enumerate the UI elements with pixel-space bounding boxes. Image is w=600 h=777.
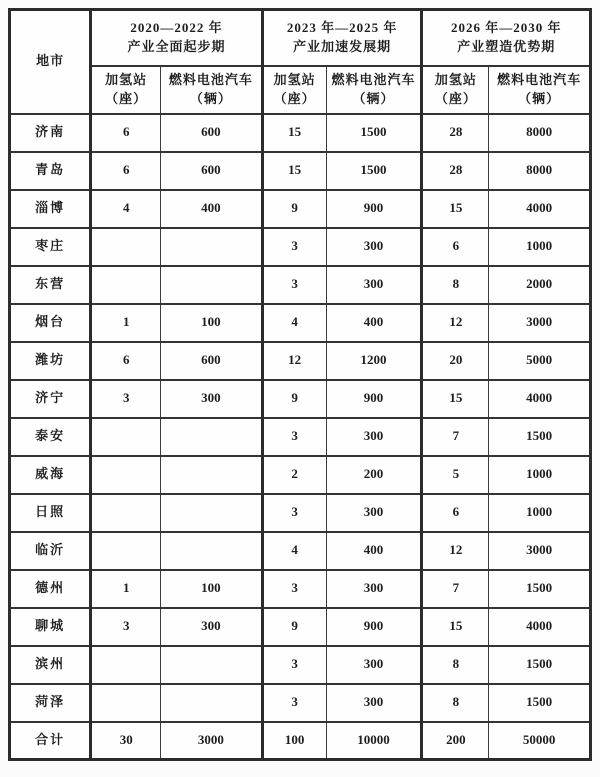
table-row [10,684,591,722]
station-value-cell: 15 [422,380,489,418]
station-value-cell [91,456,161,494]
station-value-cell [91,532,161,570]
station-value-cell [91,418,161,456]
vehicle-value-cell [161,494,263,532]
table-body [10,114,591,760]
table-row [10,266,591,304]
vehicle-value-cell: 400 [161,190,263,228]
vehicle-value-cell: 8000 [489,114,591,152]
vehicle-value-cell: 1500 [489,570,591,608]
vehicle-value-cell: 10000 [326,722,422,760]
vehicle-header-3 [489,66,591,114]
station-header-2 [262,66,326,114]
station-value-cell [91,646,161,684]
station-value-cell: 3 [262,684,326,722]
vehicle-value-cell: 300 [326,494,422,532]
table-row [10,342,591,380]
vehicle-value-cell: 300 [326,228,422,266]
vehicle-value-cell: 4000 [489,608,591,646]
station-value-cell: 8 [422,684,489,722]
station-value-cell: 3 [91,608,161,646]
table-row [10,114,591,152]
vehicle-value-cell: 1000 [489,456,591,494]
station-value-cell: 2 [262,456,326,494]
city-column-header: 地市 [10,10,91,114]
station-value-cell: 15 [262,114,326,152]
vehicle-value-cell: 300 [326,646,422,684]
city-cell: 泰安 [10,418,91,456]
vehicle-value-cell: 400 [326,532,422,570]
hydrogen-planning-table [8,8,592,761]
table-row [10,570,591,608]
station-unit: （座） [105,90,148,106]
table-row [10,418,591,456]
vehicle-value-cell [161,646,263,684]
vehicle-value-cell: 1500 [326,114,422,152]
vehicle-value-cell [161,456,263,494]
vehicle-value-cell: 1500 [326,152,422,190]
station-value-cell [91,266,161,304]
station-value-cell: 8 [422,266,489,304]
period-header-3 [422,10,591,66]
station-value-cell: 7 [422,570,489,608]
station-label: 加氢站 [105,71,148,87]
station-value-cell: 6 [91,114,161,152]
vehicle-value-cell: 900 [326,190,422,228]
vehicle-value-cell: 50000 [489,722,591,760]
city-cell: 东营 [10,266,91,304]
station-value-cell [91,228,161,266]
city-cell: 聊城 [10,608,91,646]
city-cell: 合计 [10,722,91,760]
station-value-cell [91,494,161,532]
station-label: 加氢站 [273,71,316,87]
table-row [10,190,591,228]
period-3-phase: 产业塑造优势期 [457,38,556,54]
vehicle-value-cell: 4000 [489,380,591,418]
station-value-cell: 1 [91,304,161,342]
table-row [10,380,591,418]
station-value-cell: 200 [422,722,489,760]
station-value-cell [91,684,161,722]
city-cell: 淄博 [10,190,91,228]
station-value-cell: 5 [422,456,489,494]
vehicle-value-cell: 100 [161,570,263,608]
station-value-cell: 9 [262,608,326,646]
vehicle-value-cell: 900 [326,608,422,646]
station-value-cell: 4 [262,532,326,570]
station-value-cell: 4 [91,190,161,228]
vehicle-value-cell: 300 [161,380,263,418]
vehicle-unit: （辆） [518,90,561,106]
vehicle-value-cell: 200 [326,456,422,494]
city-cell: 德州 [10,570,91,608]
vehicle-value-cell: 3000 [489,304,591,342]
station-value-cell: 3 [91,380,161,418]
metric-header-row [10,66,591,114]
vehicle-value-cell [161,684,263,722]
vehicle-value-cell: 3000 [489,532,591,570]
station-value-cell: 20 [422,342,489,380]
station-value-cell: 28 [422,114,489,152]
station-value-cell: 3 [262,228,326,266]
station-value-cell: 30 [91,722,161,760]
vehicle-value-cell: 300 [326,418,422,456]
vehicle-value-cell: 300 [326,570,422,608]
table-header [10,10,591,114]
station-value-cell: 100 [262,722,326,760]
station-value-cell: 3 [262,494,326,532]
table-row [10,304,591,342]
station-value-cell: 15 [422,608,489,646]
vehicle-unit: （辆） [189,90,232,106]
station-value-cell: 6 [422,228,489,266]
station-unit: （座） [273,90,316,106]
vehicle-label: 燃料电池汽车 [497,71,582,87]
vehicle-value-cell: 4000 [489,190,591,228]
table-row [10,456,591,494]
vehicle-value-cell: 1200 [326,342,422,380]
vehicle-value-cell: 8000 [489,152,591,190]
table-row [10,722,591,760]
period-header-row [10,10,591,66]
vehicle-value-cell: 1500 [489,418,591,456]
vehicle-value-cell: 5000 [489,342,591,380]
city-cell: 青岛 [10,152,91,190]
station-value-cell: 3 [262,418,326,456]
station-value-cell: 15 [422,190,489,228]
city-cell: 枣庄 [10,228,91,266]
station-value-cell: 28 [422,152,489,190]
table-row [10,646,591,684]
vehicle-value-cell [161,532,263,570]
period-3-years: 2026 年—2030 年 [450,19,562,35]
station-value-cell: 9 [262,380,326,418]
station-value-cell: 15 [262,152,326,190]
vehicle-unit: （辆） [352,90,395,106]
vehicle-value-cell: 1000 [489,228,591,266]
vehicle-value-cell [161,418,263,456]
vehicle-value-cell: 600 [161,152,263,190]
station-header-3 [422,66,489,114]
station-value-cell: 7 [422,418,489,456]
vehicle-value-cell: 100 [161,304,263,342]
vehicle-value-cell: 1500 [489,684,591,722]
city-cell: 威海 [10,456,91,494]
station-header-1 [91,66,161,114]
vehicle-label: 燃料电池汽车 [331,71,416,87]
city-cell: 临沂 [10,532,91,570]
station-value-cell: 8 [422,646,489,684]
vehicle-value-cell [161,228,263,266]
station-value-cell: 6 [91,152,161,190]
vehicle-value-cell: 600 [161,114,263,152]
station-value-cell: 6 [91,342,161,380]
station-value-cell: 3 [262,266,326,304]
station-value-cell: 12 [422,304,489,342]
station-unit: （座） [434,90,477,106]
period-1-phase: 产业全面起步期 [127,38,226,54]
table-row [10,494,591,532]
city-cell: 滨州 [10,646,91,684]
table-row [10,228,591,266]
vehicle-value-cell: 900 [326,380,422,418]
station-value-cell: 1 [91,570,161,608]
station-value-cell: 3 [262,646,326,684]
station-label: 加氢站 [434,71,477,87]
period-2-phase: 产业加速发展期 [293,38,392,54]
table-row [10,152,591,190]
station-value-cell: 6 [422,494,489,532]
city-cell: 烟台 [10,304,91,342]
city-cell: 济南 [10,114,91,152]
period-1-years: 2020—2022 年 [130,19,223,35]
period-header-2 [262,10,422,66]
vehicle-value-cell: 1500 [489,646,591,684]
vehicle-value-cell: 300 [326,266,422,304]
vehicle-value-cell: 600 [161,342,263,380]
vehicle-header-2 [326,66,422,114]
table-row [10,608,591,646]
vehicle-value-cell: 2000 [489,266,591,304]
city-cell: 济宁 [10,380,91,418]
station-value-cell: 4 [262,304,326,342]
table-row [10,532,591,570]
vehicle-value-cell: 3000 [161,722,263,760]
city-cell: 菏泽 [10,684,91,722]
station-value-cell: 12 [422,532,489,570]
vehicle-header-1 [161,66,263,114]
city-cell: 潍坊 [10,342,91,380]
vehicle-label: 燃料电池汽车 [168,71,253,87]
vehicle-value-cell: 1000 [489,494,591,532]
vehicle-value-cell: 400 [326,304,422,342]
period-2-years: 2023 年—2025 年 [286,19,398,35]
period-header-1 [91,10,262,66]
city-cell: 日照 [10,494,91,532]
station-value-cell: 3 [262,570,326,608]
station-value-cell: 9 [262,190,326,228]
vehicle-value-cell [161,266,263,304]
vehicle-value-cell: 300 [326,684,422,722]
vehicle-value-cell: 300 [161,608,263,646]
station-value-cell: 12 [262,342,326,380]
